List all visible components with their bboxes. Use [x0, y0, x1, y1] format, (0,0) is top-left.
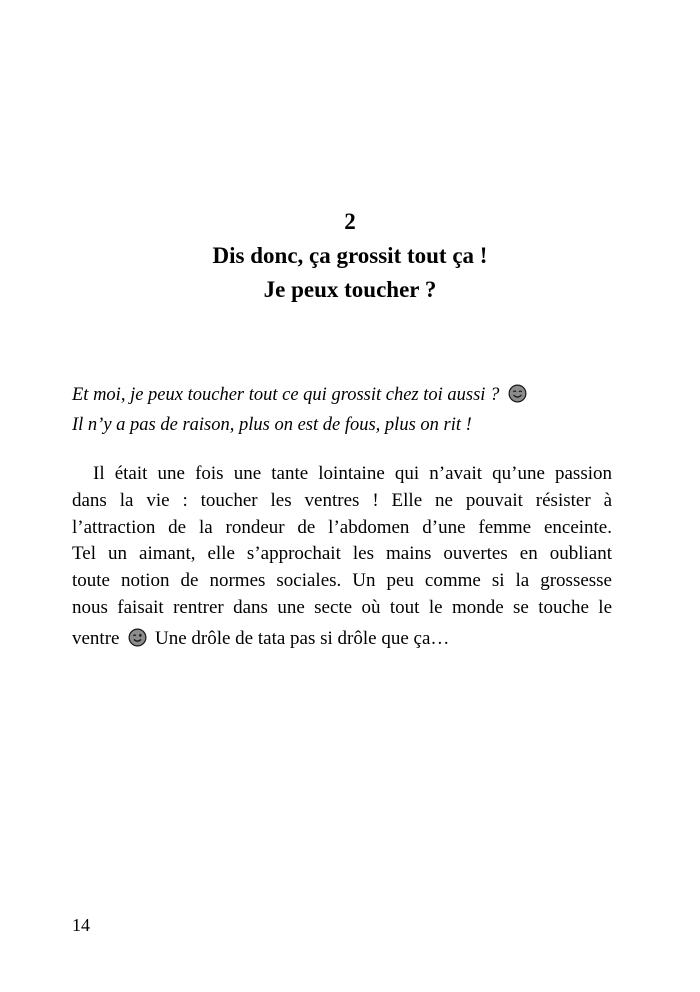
paragraph-last-line: [72, 626, 612, 653]
chapter-heading: [0, 205, 700, 307]
epigraph: [72, 380, 632, 440]
chapter-title-line-1: Dis donc, ça grossit tout ça !: [212, 243, 488, 268]
epigraph-line-2: Il n’y a pas de raison, plus on est de fous, plus on rit !: [72, 415, 472, 435]
paragraph-last-line-start: ventre: [72, 627, 120, 649]
chapter-number: 2: [344, 209, 356, 234]
paragraph-line: Tel un aimant, elle s’approchait les mains ouvertes en oubliant: [72, 543, 612, 565]
paragraph-line: l’attraction de la rondeur de l’abdomen d’une femme enceinte.: [72, 516, 612, 538]
paragraph-last-line-end: Une drôle de tata pas si drôle que ça…: [154, 627, 450, 649]
paragraph-line: Il était une fois une tante lointaine qui n’avait qu’une passion: [93, 463, 612, 484]
paragraph-line: nous faisait rentrer dans une secte où tout le monde se touche le: [72, 596, 612, 618]
epigraph-line-1: [72, 380, 632, 410]
chapter-title-line-2: Je peux toucher ?: [263, 277, 437, 302]
epigraph-line-1-text: Et moi, je peux toucher tout ce qui grossit chez toi aussi ?: [72, 385, 500, 405]
paragraph-line: toute notion de normes sociales. Un peu comme si la grossesse: [72, 570, 612, 592]
page-number: 14: [72, 915, 90, 935]
winking-face-icon: [128, 628, 147, 647]
paragraph-line: dans la vie : toucher les ventres ! Elle ne pouvait résister à: [72, 489, 612, 511]
smiling-face-icon: [508, 384, 527, 403]
body-paragraph: [72, 461, 612, 653]
